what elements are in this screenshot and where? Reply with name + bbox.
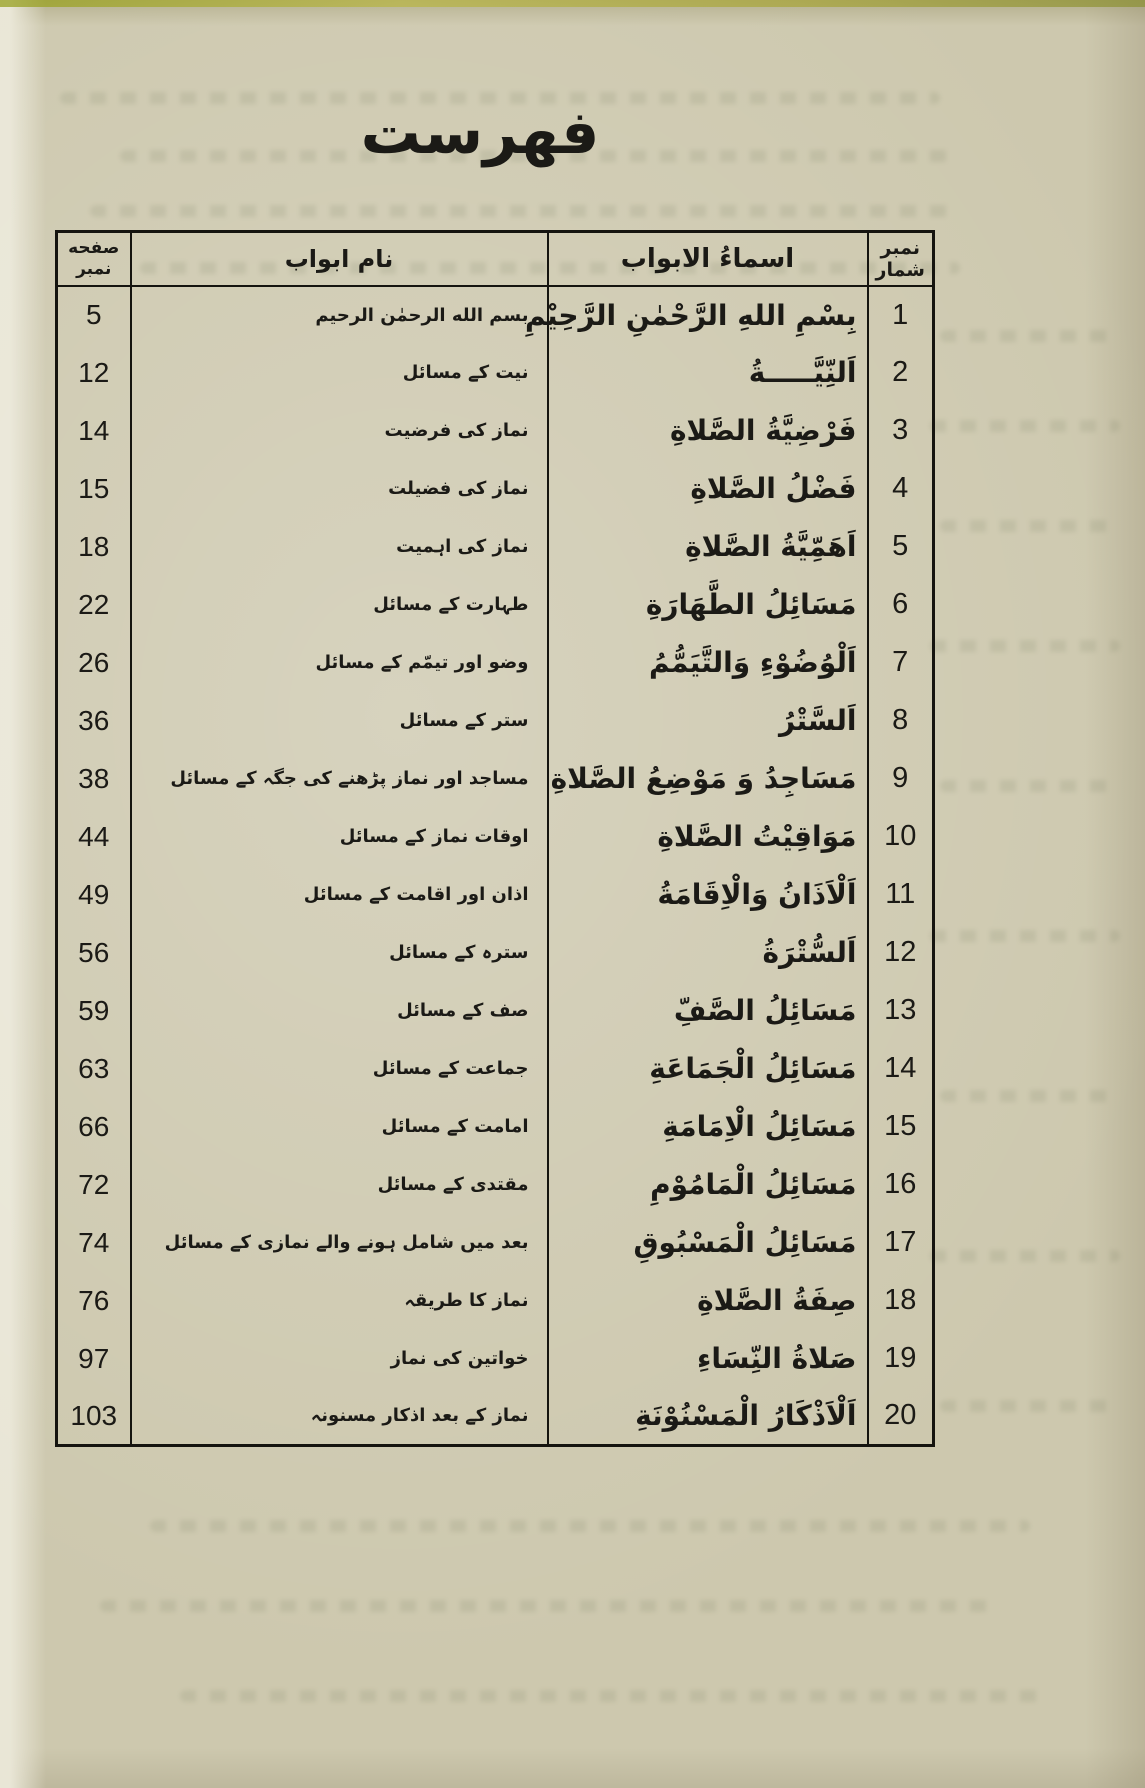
urdu-title-cell: بسم الله الرحمٰن الرحیم — [131, 286, 548, 344]
arabic-title-cell: اَهَمِّيَّةُ الصَّلاةِ — [548, 518, 868, 576]
arabic-title-cell: مَسَائِلُ الْاِمَامَةِ — [548, 1098, 868, 1156]
arabic-title-cell: اَلْوُضُوْءِ وَالتَّيَمُّمُ — [548, 634, 868, 692]
bleedthrough-artifact — [930, 930, 1120, 942]
arabic-title-cell: فَرْضِيَّةُ الصَّلاةِ — [548, 402, 868, 460]
arabic-title-cell: مَسَائِلُ الْمَسْبُوقِ — [548, 1214, 868, 1272]
serial-cell: 6 — [892, 588, 909, 620]
toc-row — [57, 808, 934, 866]
bleedthrough-artifact — [940, 1090, 1120, 1102]
arabic-title-cell: صَلاةُ النِّسَاءِ — [548, 1330, 868, 1388]
urdu-title-cell: نماز کی اہمیت — [131, 518, 548, 576]
page-number-cell: 49 — [57, 866, 131, 924]
serial-cell: 8 — [892, 704, 909, 736]
toc-table-body — [57, 286, 934, 1446]
toc-row — [57, 402, 934, 460]
arabic-title-cell: فَضْلُ الصَّلاةِ — [548, 460, 868, 518]
page-number-cell: 56 — [57, 924, 131, 982]
serial-cell: 10 — [884, 820, 917, 852]
serial-cell: 4 — [892, 472, 909, 504]
toc-row — [57, 924, 934, 982]
bleedthrough-artifact — [930, 640, 1120, 652]
bleedthrough-artifact — [100, 1600, 1000, 1612]
bleedthrough-artifact — [930, 1250, 1120, 1262]
urdu-title-cell: اذان اور اقامت کے مسائل — [131, 866, 548, 924]
arabic-title-cell: اَلسَّتْرُ — [548, 692, 868, 750]
arabic-title-cell: بِسْمِ اللهِ الرَّحْمٰنِ الرَّحِيْمِ — [548, 286, 868, 344]
urdu-title-cell: بعد میں شامل ہونے والے نمازی کے مسائل — [131, 1214, 548, 1272]
toc-row — [57, 1156, 934, 1214]
header-page-number: صفحه نمبر — [57, 232, 131, 286]
serial-cell: 14 — [884, 1052, 917, 1084]
arabic-title-cell: مَسَائِلُ الْجَمَاعَةِ — [548, 1040, 868, 1098]
urdu-title-cell: صف کے مسائل — [131, 982, 548, 1040]
page-number-cell: 76 — [57, 1272, 131, 1330]
serial-cell: 16 — [884, 1168, 917, 1200]
toc-row — [57, 1272, 934, 1330]
toc-row — [57, 634, 934, 692]
toc-table — [55, 230, 935, 1447]
bleedthrough-artifact — [90, 205, 950, 217]
page-title: فهرست — [360, 98, 600, 168]
urdu-title-cell: ستر کے مسائل — [131, 692, 548, 750]
serial-cell: 13 — [884, 994, 917, 1026]
serial-cell: 20 — [884, 1399, 917, 1432]
page-number-cell: 5 — [57, 286, 131, 344]
bleedthrough-artifact — [940, 780, 1120, 792]
page-number-cell: 59 — [57, 982, 131, 1040]
page-number-cell: 74 — [57, 1214, 131, 1272]
serial-cell: 3 — [892, 414, 909, 446]
bleedthrough-artifact — [940, 330, 1120, 342]
arabic-title-cell: اَلنِّيَّـــــةُ — [548, 344, 868, 402]
urdu-title-cell: خواتین کی نماز — [131, 1330, 548, 1388]
page-number-cell: 44 — [57, 808, 131, 866]
arabic-title-cell: صِفَةُ الصَّلاةِ — [548, 1272, 868, 1330]
serial-cell: 5 — [892, 530, 909, 562]
toc-row — [57, 692, 934, 750]
urdu-title-cell: جماعت کے مسائل — [131, 1040, 548, 1098]
header-chapter-names-urdu: نام ابواب — [131, 232, 548, 286]
toc-row — [57, 866, 934, 924]
bleedthrough-artifact — [940, 1400, 1120, 1412]
serial-cell: 19 — [884, 1342, 917, 1374]
toc-row — [57, 286, 934, 344]
arabic-title-cell: اَلْاَذْكَارُ الْمَسْنُوْنَةِ — [548, 1388, 868, 1446]
toc-row — [57, 1330, 934, 1388]
toc-row — [57, 1214, 934, 1272]
toc-row — [57, 344, 934, 402]
arabic-title-cell: مَسَائِلُ الْمَامُوْمِ — [548, 1156, 868, 1214]
serial-cell: 1 — [892, 298, 909, 331]
urdu-title-cell: نیت کے مسائل — [131, 344, 548, 402]
serial-cell: 11 — [885, 878, 916, 910]
header-chapter-names-arabic: اسماءُ الابواب — [548, 232, 868, 286]
page-number-cell: 63 — [57, 1040, 131, 1098]
page-number-cell: 26 — [57, 634, 131, 692]
arabic-title-cell: مَسَائِلُ الصَّفِّ — [548, 982, 868, 1040]
toc-row — [57, 1040, 934, 1098]
serial-cell: 2 — [892, 356, 909, 388]
scan-top-edge — [0, 0, 1145, 7]
toc-row — [57, 460, 934, 518]
page-number-cell: 36 — [57, 692, 131, 750]
toc-row — [57, 982, 934, 1040]
arabic-title-cell: مَسَاجِدُ وَ مَوْضِعُ الصَّلاةِ — [548, 750, 868, 808]
urdu-title-cell: سترہ کے مسائل — [131, 924, 548, 982]
bleedthrough-artifact — [930, 420, 1120, 432]
serial-cell: 17 — [884, 1226, 917, 1258]
page-number-cell: 103 — [57, 1388, 131, 1446]
table-header-row — [57, 232, 934, 286]
toc-row — [57, 518, 934, 576]
serial-cell: 9 — [892, 762, 909, 794]
page-number-cell: 15 — [57, 460, 131, 518]
urdu-title-cell: وضو اور تیمّم کے مسائل — [131, 634, 548, 692]
page-number-cell: 72 — [57, 1156, 131, 1214]
page-number-cell: 97 — [57, 1330, 131, 1388]
bleedthrough-artifact — [940, 520, 1120, 532]
page-number-cell: 12 — [57, 344, 131, 402]
arabic-title-cell: اَلْاَذَانُ وَالْاِقَامَةُ — [548, 866, 868, 924]
urdu-title-cell: نماز کی فضیلت — [131, 460, 548, 518]
header-serial-number: نمبر شمار — [868, 232, 934, 286]
bleedthrough-artifact — [150, 1520, 1030, 1532]
arabic-title-cell: مَوَاقِيْتُ الصَّلاةِ — [548, 808, 868, 866]
toc-row — [57, 1098, 934, 1156]
urdu-title-cell: مقتدی کے مسائل — [131, 1156, 548, 1214]
page-number-cell: 14 — [57, 402, 131, 460]
page-number-cell: 66 — [57, 1098, 131, 1156]
page-number-cell: 18 — [57, 518, 131, 576]
urdu-title-cell: طہارت کے مسائل — [131, 576, 548, 634]
toc-row — [57, 576, 934, 634]
page-number-cell: 22 — [57, 576, 131, 634]
urdu-title-cell: نماز کی فرضیت — [131, 402, 548, 460]
arabic-title-cell: مَسَائِلُ الطَّهَارَةِ — [548, 576, 868, 634]
serial-cell: 15 — [884, 1110, 917, 1142]
urdu-title-cell: مساجد اور نماز پڑھنے کی جگہ کے مسائل — [131, 750, 548, 808]
urdu-title-cell: نماز کے بعد اذکار مسنونہ — [131, 1388, 548, 1446]
page-number-cell: 38 — [57, 750, 131, 808]
serial-cell: 7 — [892, 646, 909, 678]
toc-row — [57, 750, 934, 808]
toc-row — [57, 1388, 934, 1446]
arabic-title-cell: اَلسُّتْرَةُ — [548, 924, 868, 982]
serial-cell: 18 — [884, 1284, 917, 1316]
bleedthrough-artifact — [180, 1690, 1040, 1702]
urdu-title-cell: امامت کے مسائل — [131, 1098, 548, 1156]
urdu-title-cell: نماز کا طریقہ — [131, 1272, 548, 1330]
serial-cell: 12 — [884, 936, 917, 968]
urdu-title-cell: اوقات نماز کے مسائل — [131, 808, 548, 866]
